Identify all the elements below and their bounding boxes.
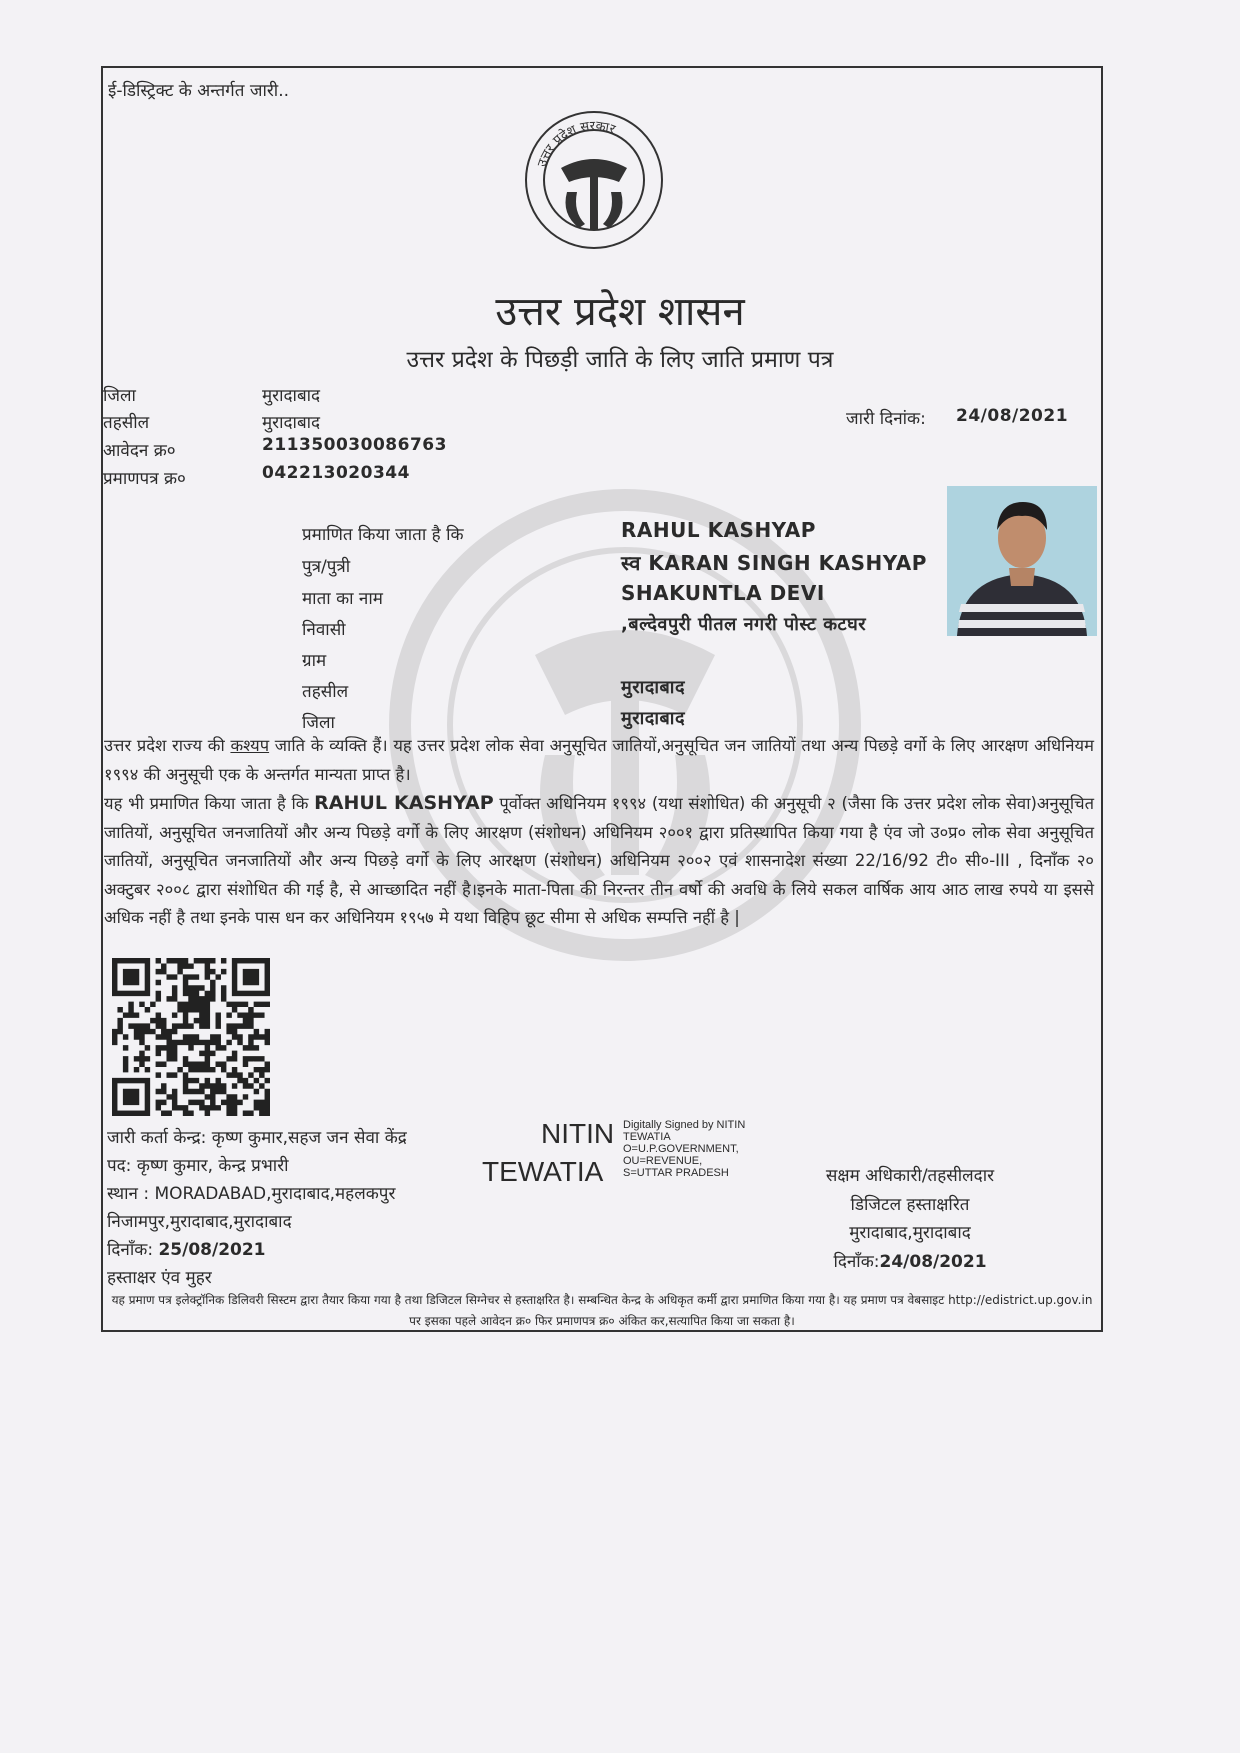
signature-line-4: OU=REVENUE,: [623, 1155, 703, 1167]
officer-date: [760, 1248, 1060, 1277]
parent-name: स्व KARAN SINGH KASHYAP: [621, 551, 927, 575]
certificate-number: 042213020344: [262, 463, 410, 483]
resident-value: ,बल्देवपुरी पीतल नगरी पोस्ट कटघर: [621, 614, 867, 635]
page-subtitle: उत्तर प्रदेश के पिछड़ी जाति के लिए जाति प्रमाण पत्र: [406, 347, 834, 373]
tehsil-label: तहसील: [103, 413, 150, 433]
application-label: आवेदन क्र०: [103, 441, 176, 461]
officer-date-value: 24/08/2021: [879, 1251, 987, 1272]
issuer-post: पद: कृष्ण कुमार, केन्द्र प्रभारी: [107, 1156, 289, 1176]
issuer-place-1: स्थान : MORADABAD,मुरादाबाद,महलकपुर: [107, 1184, 396, 1204]
footer-note: यह प्रमाण पत्र इलेक्ट्रॉनिक डिलिवरी सिस्टम द्वारा तैयार किया गया है तथा डिजिटल सिग्नेचर से हस्ताक्षरित है। सम्बन्धित केन्द्र के अधिकृत कर्मी द्वारा प्रमाणित किया गया है। यह प्रमाण पत्र वेबसाइट http://edistrict.up.gov.in पर इसका पहले आवेदन क्र० फिर प्रमाणपत्र क्र० अंकित कर,सत्यापित किया जा सकता है।: [111, 1293, 1093, 1328]
person-district-value: मुरादाबाद: [621, 708, 686, 729]
issuer-date: [107, 1236, 266, 1264]
paragraph-1-start: उत्तर प्रदेश राज्य की: [104, 736, 231, 755]
mother-name: SHAKUNTLA DEVI: [621, 581, 825, 605]
mother-label: माता का नाम: [302, 589, 383, 609]
parent-label: पुत्र/पुत्री: [302, 557, 351, 577]
issued-under-text: ई-डिस्ट्रिक्ट के अन्तर्गत जारी..: [108, 81, 290, 101]
officer-block: [760, 1162, 1060, 1276]
officer-title: सक्षम अधिकारी/तहसीलदार: [825, 1166, 995, 1186]
signature-line-5: S=UTTAR PRADESH: [623, 1167, 729, 1179]
person-tehsil-label: तहसील: [302, 682, 349, 702]
applicant-photo: [947, 486, 1097, 636]
paragraph-1-end: जाति के व्यक्ति हैं। यह उत्तर प्रदेश लोक सेवा अनुसूचित जातियों,अनुसूचित जन जातियों तथा अन्य पिछड़े वर्गो के लिए आरक्षण अधिनियम १९९४ की अनुसूची एक के अन्तर्गत मान्यता प्राप्त है।: [104, 736, 1094, 784]
officer-signed: डिजिटल हस्ताक्षरित: [850, 1194, 970, 1215]
paragraph-2-start: यह भी प्रमाणित किया जाता है कि: [104, 794, 315, 813]
officer-date-label: दिनाँक:: [833, 1251, 880, 1272]
issue-date-label: जारी दिनांक:: [846, 409, 926, 429]
emblem-text: उत्तर प्रदेश सरकार: [535, 118, 618, 169]
paragraph-2-end: पूर्वोक्त अधिनियम १९९४ (यथा संशोधित) की अनुसूची २ (जैसा कि उत्तर प्रदेश लोक सेवा)अनुसूचित जातियों, अनुसूचित जनजातियों और अन्य पिछड़े वर्गो के लिए आरक्षण (संशोधन) अधिनियम २००१ द्वारा प्रतिस्थापित किया गया है एंव जो उ०प्र० लोक सेवा अनुसूचित जातियों, अनुसूचित जनजातियों और अन्य पिछड़े वर्गो के लिए आरक्षण (संशोधन) अधिनियम २००२ एवं शासनादेश संख्या 22/16/92 टी० सी०-III , दिनाँक २० अक्टुबर २००८ द्वारा संशोधित की गई है, से आच्छादित नहीं है।इनके माता-पिता की निरन्तर तीन वर्षो की अवधि के लिये सकल वार्षिक आय आठ लाख रुपये या इससे अधिक नहीं है तथा इनके पास धन कर अधिनियम १९५७ मे यथा विहिप छूट सीमा से अधिक सम्पत्ति नहीं है |: [104, 794, 1094, 927]
district-value: मुरादाबाद: [262, 386, 321, 406]
paragraph-caste: [104, 732, 1094, 789]
issuing-center: जारी कर्ता केन्द्र: कृष्ण कुमार,सहज जन सेवा केंद्र: [107, 1128, 407, 1148]
digital-signer-name-2: TEWATIA: [482, 1156, 604, 1187]
digital-signer-name-1: NITIN: [541, 1118, 615, 1149]
signature-line-3: O=U.P.GOVERNMENT,: [623, 1143, 739, 1155]
issuer-date-label: दिनाँक:: [107, 1240, 154, 1260]
village-label: ग्राम: [302, 651, 327, 671]
issue-date-value: 24/08/2021: [956, 406, 1069, 426]
district-label: जिला: [103, 386, 136, 406]
page-title: उत्तर प्रदेश शासन: [495, 289, 745, 335]
caste-name: कश्यप: [230, 736, 270, 755]
certificate-body: [104, 732, 1094, 933]
applicant-name: RAHUL KASHYAP: [621, 518, 816, 542]
officer-place: मुरादाबाद,मुरादाबाद: [849, 1223, 971, 1243]
signature-line-1: Digitally Signed by NITIN: [623, 1119, 746, 1131]
certificate-label: प्रमाणपत्र क्र०: [103, 469, 186, 489]
issuer-place-2: निजामपुर,मुरादाबाद,मुरादाबाद: [107, 1212, 292, 1232]
paragraph-2-name: RAHUL KASHYAP: [314, 792, 494, 814]
certify-label: प्रमाणित किया जाता है कि: [302, 525, 464, 545]
application-number: 211350030086763: [262, 435, 447, 455]
tehsil-value: मुरादाबाद: [262, 413, 321, 433]
paragraph-income: [104, 789, 1094, 933]
digital-signature-details: [623, 1119, 745, 1179]
signature-seal-label: हस्ताक्षर एंव मुहर: [107, 1268, 212, 1288]
issuer-date-value: 25/08/2021: [158, 1240, 266, 1260]
up-government-emblem-icon: [523, 108, 665, 252]
signature-line-2: TEWATIA: [623, 1131, 671, 1143]
person-tehsil-value: मुरादाबाद: [621, 677, 686, 698]
person-district-label: जिला: [302, 713, 335, 733]
resident-label: निवासी: [302, 620, 346, 640]
verification-qr-code: [112, 958, 270, 1116]
